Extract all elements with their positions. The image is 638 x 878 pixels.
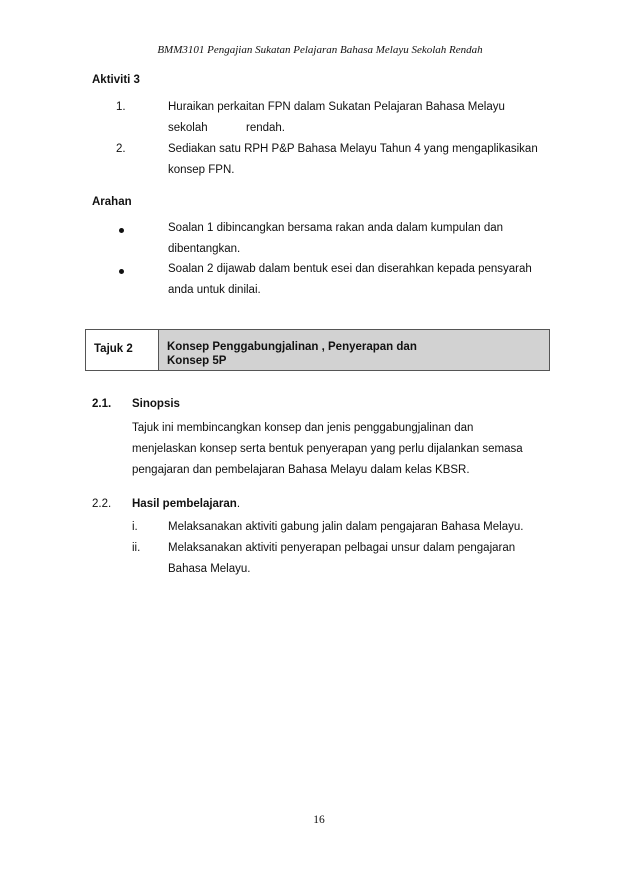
arahan-item-1-text: Soalan 1 dibincangkan bersama rakan anda dalam kumpulan dan: [168, 222, 504, 234]
sinopsis-heading: Sinopsis: [132, 398, 180, 410]
topic-title: [167, 340, 417, 368]
hasil-number: 2.2.: [92, 498, 112, 510]
arahan-item-2-text-cont: anda untuk dinilai.: [168, 284, 261, 296]
running-header: BMM3101 Pengajian Sukatan Pelajaran Bahasa Melayu Sekolah Rendah: [157, 44, 483, 56]
hasil-item-1-number: i.: [132, 521, 138, 533]
bullet-icon: [119, 228, 124, 233]
aktiviti-item-1-text: Huraikan perkaitan FPN dalam Sukatan Pelajaran Bahasa Melayu: [168, 101, 505, 113]
topic-title-line-2: Konsep 5P: [167, 355, 227, 367]
bullet-icon: [119, 269, 124, 274]
hasil-item-1-text: Melaksanakan aktiviti gabung jalin dalam pengajaran Bahasa Melayu.: [168, 521, 524, 533]
hasil-item-2-text-cont: Bahasa Melayu.: [168, 563, 251, 575]
hasil-heading: [132, 498, 240, 510]
hasil-heading-suffix: .: [236, 498, 241, 510]
hasil-heading-text: Hasil pembelajaran: [132, 498, 237, 510]
aktiviti-item-1-text-cont-b: rendah.: [246, 122, 286, 134]
arahan-heading: Arahan: [92, 196, 132, 208]
page-number: 16: [313, 814, 325, 826]
sinopsis-line-1: Tajuk ini membincangkan konsep dan jenis penggabungjalinan dan: [132, 422, 474, 434]
arahan-item-1-text-cont: dibentangkan.: [168, 243, 241, 255]
topic-title-box: [85, 329, 550, 371]
aktiviti-item-2-text-cont: konsep FPN.: [168, 164, 235, 176]
sinopsis-line-2: menjelaskan konsep serta bentuk penyerapan yang perlu dijalankan semasa: [132, 443, 523, 455]
aktiviti-item-2-text: Sediakan satu RPH P&P Bahasa Melayu Tahun 4 yang mengaplikasikan: [168, 143, 538, 155]
sinopsis-number: 2.1.: [92, 398, 112, 410]
aktiviti-item-1-number: 1.: [116, 101, 126, 113]
arahan-item-2-text: Soalan 2 dijawab dalam bentuk esei dan diserahkan kepada pensyarah: [168, 263, 532, 275]
aktiviti-heading: Aktiviti 3: [92, 74, 140, 86]
aktiviti-item-1-text-cont-a: sekolah: [168, 122, 208, 134]
hasil-item-2-text: Melaksanakan aktiviti penyerapan pelbagai unsur dalam pengajaran: [168, 542, 516, 554]
topic-label-cell: [86, 330, 159, 370]
hasil-item-2-number: ii.: [132, 542, 141, 554]
aktiviti-item-2-number: 2.: [116, 143, 126, 155]
topic-label: Tajuk 2: [94, 343, 133, 355]
topic-title-line-1: Konsep Penggabungjalinan , Penyerapan dan: [167, 341, 417, 353]
sinopsis-line-3: pengajaran dan pembelajaran Bahasa Melayu dalam kelas KBSR.: [132, 464, 470, 476]
